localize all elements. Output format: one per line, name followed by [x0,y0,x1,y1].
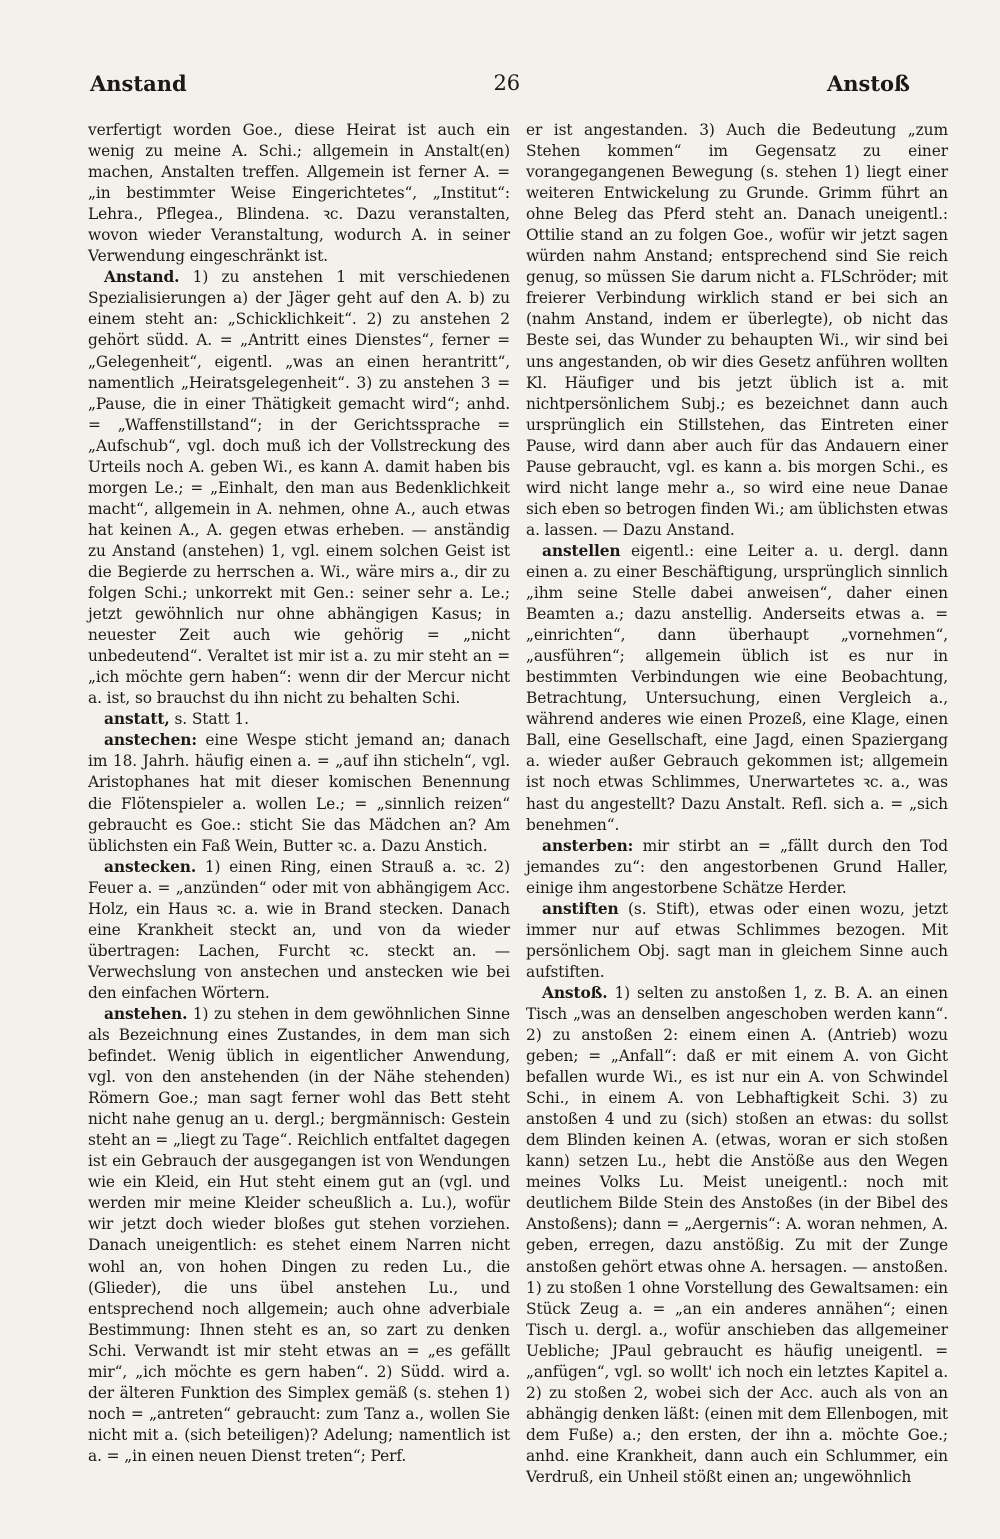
entry-headword: anstiften [542,899,619,918]
entry-headword: Anstand. [104,268,180,287]
entry-text: 1) zu stehen in dem gewöhnlichen Sinne als Bezeichnung eines Zustandes, in dem man sich befindet. Wenig üblich in eigentlicher Anwendung, vgl. von den anstehenden (in der Nähe stehenden) Römern Goe.; man sagt ferner wohl das Bett steht nicht nahe genug an u. dergl.; bergmännisch: Gestein steht an = „liegt zu Tage“. Reichlich entfaltet dagegen ist ein Gebrauch der ausgegangen ist von Wendungen wie ein Kleid, ein Hut steht einem gut an (vgl. und werden mir meine Kleider scheußlich a. Lu.), wofür wir jetzt doch wieder bloßes gut stehen vorziehen. Danach uneigentlich: es stehet einem Narren nicht wohl an, von hohen Dingen zu reden Lu., die (Glieder), die uns übel anstehen Lu., und entsprechend noch allgemein; auch ohne adverbiale Bestimmung: Ihnen steht es an, so zart zu denken Schi. Verwandt ist mir steht etwas an = „es gefällt mir“, „ich möchte es gern haben“. 2) Südd. wird a. der älteren Funktion des Simplex gemäß (s. stehen 1) noch = „antreten“ gebraucht: zum Tanz a., wollen Sie nicht mit a. (sich beteiligen)? Adelung; namentlich ist a. = „in einen neuen Dienst treten“; Perf. [88,1004,510,1465]
entry-headword: ansterben: [542,836,634,855]
text-columns [88,120,948,1500]
dictionary-entry [88,730,510,856]
entry-text: 1) selten zu anstoßen 1, z. B. A. an einen Tisch „was an denselben angeschoben werden kann“. 2) zu anstoßen 2: einem einen A. (Antrieb) wozu geben; = „Anfall“: daß er mit einem A. von Gicht befallen wurde Wi., es ist nur ein A. von Schwindel Schi., in einem A. von Lebhaftigkeit Schi. 3) zu anstoßen 4 und zu (sich) stoßen an etwas: du sollst dem Blinden keinen A. (etwas, woran er sich stoßen kann) setzen Lu., hebt die Anstöße aus den Wegen meines Volks Lu. Meist uneigentl.: noch mit deutlichem Bilde Stein des Anstoßes (in der Bibel des Anstoßens); dann = „Aergernis“: A. woran nehmen, A. geben, erregen, dazu anstößig. Zu mit der Zunge anstoßen gehört etwas ohne A. hersagen. — anstoßen. 1) zu stoßen 1 ohne Vorstellung des Gewaltsamen: ein Stück Zeug a. = „an ein anderes annähen“; einen Tisch u. dergl. a., wofür anschieben das allgemeiner Uebliche; JPaul gebraucht es häufig uneigentl. = „anfügen“, vgl. so wollt' ich noch ein letztes Kapitel a. 2) zu stoßen 2, wobei sich der Acc. auch als von an abhängig denken läßt: (einen mit dem Ellenbogen, mit dem Fuße) a.; den ersten, der ihn a. möchte Goe.; anhd. eine Krankheit, dann auch ein Schlummer, ein Verdruß, ein Unheil stößt einen an; ungewöhnlich [526,983,948,1486]
entry-text: er ist angestanden. 3) Auch die Bedeutung „zum Stehen kommen“ im Gegensatz zu einer vorangegangenen Bewegung (s. stehen 1) liegt einer weiteren Entwickelung zu Grunde. Grimm führt an ohne Beleg das Pferd steht an. Danach uneigentl.: Ottilie stand an zu folgen Goe., wofür wir jetzt sagen würden nahm Anstand; entsprechend sind Sie reich genug, so müssen Sie darum nicht a. FLSchröder; mit freierer Verbindung wirklich stand er bei sich an (nahm Anstand, indem er überlegte), ob nicht das Beste sei, das Wunder zu behaupten Wi., wir sind bei uns angestanden, ob wir dies Gesetz anführen wollten Kl. Häufiger und bis jetzt üblich ist a. mit nichtpersönlichem Subj.; es bezeichnet dann auch ursprünglich ein Stillstehen, das Eintreten einer Pause, wird dann aber auch für das Andauern einer Pause gebraucht, vgl. es kann a. bis morgen Schi., es wird nicht lange mehr a., so wird eine neue Danae sich eben so betrogen finden Wi.; am üblichsten etwas a. lassen. — Dazu Anstand. [526,121,948,539]
dictionary-entry [526,836,948,899]
entry-text: eigentl.: eine Leiter a. u. dergl. dann einen a. zu einer Beschäftigung, ursprünglich sinnlich „ihm seine Stelle dabei anweisen“, daher einen Beamten a.; dazu anstellig. Anderseits etwas a. = „einrichten“, dann überhaupt „vornehmen“, „ausführen“; allgemein üblich ist es nur in bestimmten Verbindungen wie eine Beobachtung, Betrachtung, Untersuchung, einen Vergleich a., während anderes wie einen Prozeß, eine Klage, einen Ball, eine Gesellschaft, eine Jagd, einen Spaziergang a. wieder außer Gebrauch gekommen ist; allgemein ist noch etwas Schlimmes, Unerwartetes ꝛc. a., was hast du angestellt? Dazu Anstalt. Refl. sich a. = „sich benehmen“. [526,541,948,834]
dictionary-entry [88,267,510,709]
entry-headword: anstellen [542,541,621,560]
entry-headword: anstehen. [104,1004,188,1023]
entry-text: 1) zu anstehen 1 mit verschiedenen Spezialisierungen a) der Jäger geht auf den A. b) zu einem steht an: „Schicklichkeit“. 2) zu anstehen 2 gehört südd. A. = „Antritt eines Dienstes“, ferner = „Gelegenheit“, eigentl. „was an einen herantritt“, namentlich „Heiratsgelegenheit“. 3) zu anstehen 3 = „Pause, die in einer Thätigkeit gemacht wird“; anhd. = „Waffenstillstand“; in der Gerichtssprache = „Aufschub“, vgl. doch muß ich der Vollstreckung des Urteils noch A. geben Wi., es kann A. damit haben bis morgen Le.; = „Einhalt, den man aus Bedenklichkeit macht“, allgemein in A. nehmen, ohne A., auch etwas hat keinen A., A. gegen etwas erheben. — anständig zu Anstand (anstehen) 1, vgl. einem solchen Geist ist die Begierde zu herrschen a. Wi., wäre mirs a., dir zu folgen Schi.; unkorrekt mit Gen.: seiner sehr a. Le.; jetzt gewöhnlich nur ohne abhängigen Kasus; in neuester Zeit auch wie gehörig = „nicht unbedeutend“. Veraltet ist mir ist a. zu mir steht an = „ich möchte gern haben“: wenn dir der Mercur nicht a. ist, so brauchst du ihn nicht zu behalten Schi. [88,268,510,708]
page-header [90,66,910,100]
entry-headword: anstechen: [104,731,197,750]
entry-text: 1) einen Ring, einen Strauß a. ꝛc. 2) Feuer a. = „anzünden“ oder mit von abhängigem Acc. Holz, ein Haus ꝛc. a. wie in Brand stecken. Danach eine Krankheit steckt an, und von da wieder übertragen: Lachen, Furcht ꝛc. steckt an. — Verwechslung von anstechen und anstecken wie bei den einfachen Wörtern. [88,857,510,1002]
dictionary-entry [88,709,510,730]
dictionary-entry [526,983,948,1488]
page-number: 26 [493,71,521,95]
entry-headword: anstecken. [104,857,197,876]
entry-text: (s. Stift), etwas oder einen wozu, jetzt immer nur auf etwas Schlimmes bezogen. Mit persönlichem Obj. sagt man in gleichem Sinne auch aufstiften. [526,899,948,981]
entry-text: eine Wespe sticht jemand an; danach im 18. Jahrh. häufig einen a. = „auf ihn sticheln“, vgl. Aristophanes hat mit dieser komischen Benennung die Flötenspieler a. wollen Le.; = „sinnlich reizen“ gebraucht es Goe.: sticht Sie das Mädchen an? Am üblichsten ein Faß Wein, Butter ꝛc. a. Dazu Anstich. [88,731,510,855]
right-column [526,120,948,1500]
entry-text: s. Statt 1. [169,710,249,729]
dictionary-entry [88,857,510,1004]
dictionary-entry [526,899,948,983]
dictionary-entry [88,1004,510,1467]
entry-headword: Anstoß. [542,983,608,1002]
entry-continuation [526,120,948,541]
entry-headword: anstatt, [104,710,170,729]
left-running-headword: Anstand [90,70,187,96]
entry-continuation [88,120,510,267]
entry-text: verfertigt worden Goe., diese Heirat ist auch ein wenig zu meine A. Schi.; allgemein in Anstalt(en) machen, Anstalten treffen. Allgemein ist ferner A. = „in bestimmter Weise Eingerichtetes“, „Institut“: Lehra., Pflegea., Blindena. ꝛc. Dazu veranstalten, wovon wieder Veranstaltung, wodurch A. in seiner Verwendung eingeschränkt ist. [88,121,510,266]
entry-text: mir stirbt an = „fällt durch den Tod jemandes zu“: den angestorbenen Grund Haller, einige ihm angestorbene Schätze Herder. [526,836,948,897]
dictionary-entry [526,541,948,836]
right-running-headword: Anstoß [826,70,910,96]
left-column [88,120,510,1500]
